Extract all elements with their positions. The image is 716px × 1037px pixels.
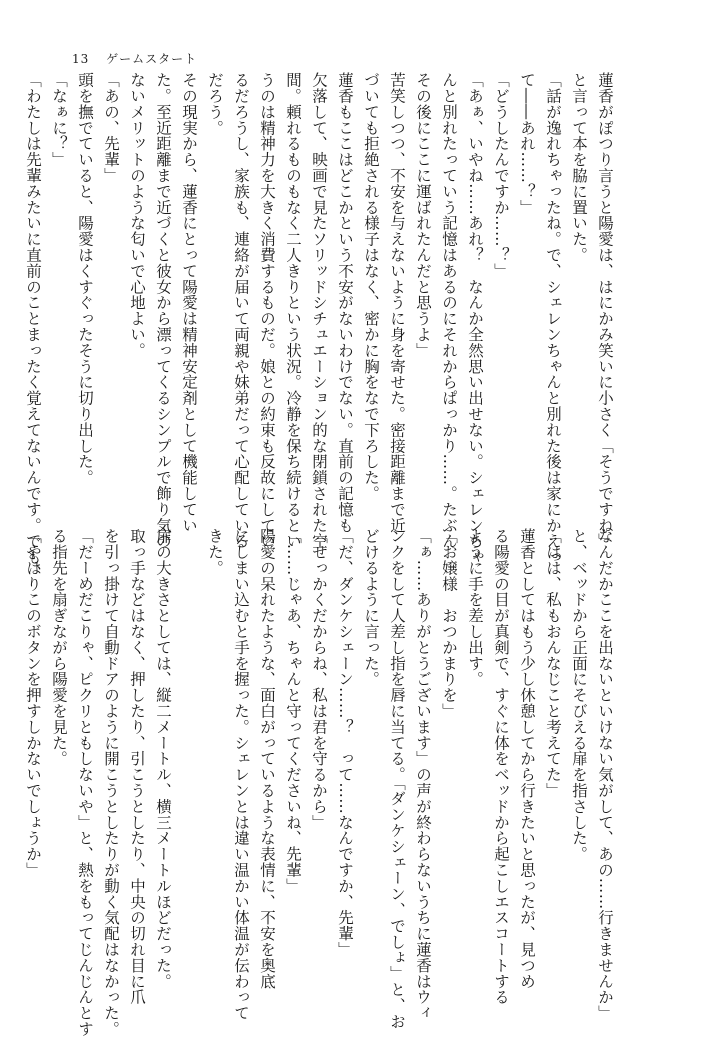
text-line: 「お嬢様 おつかまりを」	[440, 528, 458, 719]
text-line: 「あぁ、いやね……あれ？ なんか全然思い出せない。シェレンちゃ	[466, 72, 484, 565]
text-line: 「せっかくだからね、私は君を守るから」	[310, 528, 328, 831]
text-line: 扉の大きさとしては、縦二メートル、横三メートルほどだった。	[154, 528, 172, 990]
text-line: 欠落して、映画で見たソリッドシチュエーション的な閉鎖された空	[310, 72, 328, 549]
chapter-title: ゲームスタート	[106, 52, 198, 66]
text-line: て――あれ……？」	[518, 72, 536, 216]
text-line: る陽愛の目が真剣で、すぐに体をベッドから起こしエスコートする	[492, 528, 510, 1005]
text-line: 苦笑しつつ、不安を与えないように身を寄せた。密接距離まで近	[388, 72, 406, 534]
body-text-bottom	[20, 528, 618, 1037]
text-line: ように手を差し出す。	[466, 528, 484, 687]
text-line	[176, 528, 202, 958]
text-line: にしまい込むと手を握った。シェレンとは違い温かい体温が伝わって	[232, 528, 250, 1021]
text-line: 「……じゃあ、ちゃんと守ってくださいね、先輩」	[284, 528, 302, 894]
text-line: んと別れたっていう記憶はあるのにそれからぱっかり……。たぶん	[440, 72, 458, 549]
text-line: 陽愛の呆れたような、面白がっているような表情に、不安を奥底	[258, 528, 276, 990]
text-line: 取っ手などはなく、押したり、引こうとしたり、中央の切れ目に爪	[128, 528, 146, 1005]
text-line: ンクをして人差し指を唇に当てる。「ダンケシェーン、でしょ」と、お	[388, 528, 406, 1030]
text-line: 「ぁ……ありがとうございます」の声が終わらないうちに蓮香はウィ	[414, 528, 432, 1021]
text-line: うのは精神力を大きく消費するものだ。娘との約束も反故にしてい	[258, 72, 276, 549]
text-line: と、ベッドから正面にそびえる扉を指さした。	[570, 528, 588, 862]
text-line: を引っ掛けて自動ドアのように開こうとしたりが動く気配はなかった。	[102, 528, 120, 1037]
text-line: るだろうし、家族も、連絡が届いて両親や妹弟だって心配している	[232, 72, 250, 549]
text-line: 「あの、先輩」	[102, 72, 120, 184]
text-line: ないメリットのような匂いで心地よい。	[128, 72, 146, 359]
running-header	[72, 50, 197, 67]
page-number: 13	[72, 52, 90, 66]
text-line: 「だ、ダンケシェーン……？ って……なんですか、先輩」	[336, 528, 354, 958]
text-line: 「わたしは先輩みたいに直前のことまったく覚えてないんです。でも、	[24, 72, 42, 581]
text-line: なんだかここを出ないといけない気がして、あの……行きませんか」	[596, 528, 614, 1021]
text-line: 蓮香がぽつり言うと陽愛は、はにかみ笑いに小さく「そうですね」	[596, 72, 614, 549]
text-line: づいても拒絶される様子はなく、密かに胸をなで下ろした。	[362, 72, 380, 502]
text-line: 「どうしたんですか……？」	[492, 72, 510, 279]
text-line: 「なぁに？」	[50, 72, 68, 168]
text-line: 「話が逸れちゃったね。で、シェレンちゃんと別れた後は家にかえっ	[544, 72, 562, 565]
text-line: た。至近距離まで近づくと彼女から漂ってくるシンプルで飾り気の	[154, 72, 172, 549]
text-line: その後にここに運ばれたんだと思うよ」	[414, 72, 432, 359]
text-line: 「やはりこのボタンを押すしかないでしょうか」	[24, 528, 42, 878]
text-line: 蓮香もここはどこかという不安がないわけでない。直前の記憶も	[336, 72, 354, 534]
text-line: どけるように言った。	[362, 528, 380, 687]
text-line: と言って本を脇に置いた。	[570, 72, 588, 263]
text-line: だろう。	[206, 72, 224, 136]
text-line: 間。頼れるものもなく二人きりという状況。冷静を保ち続けるとい	[284, 72, 302, 549]
text-line: きた。	[206, 528, 224, 576]
text-line: 頭を撫でていると、陽愛はくすぐったそうに切り出した。	[76, 72, 94, 486]
text-line: 「はは、私もおんなじこと考えてた」	[544, 528, 562, 799]
text-line: その現実から、蓮香にとって陽愛は精神安定剤として機能してい	[180, 72, 198, 534]
text-line: 蓮香としてはもう少し休憩してから行きたいと思ったが、見つめ	[518, 528, 536, 990]
text-line: 「だーめだこりゃ、ピクリともしないや」と、熱をもってじんじんとす	[76, 528, 94, 1037]
text-line: る指先を扇ぎながら陽愛を見た。	[50, 528, 68, 767]
